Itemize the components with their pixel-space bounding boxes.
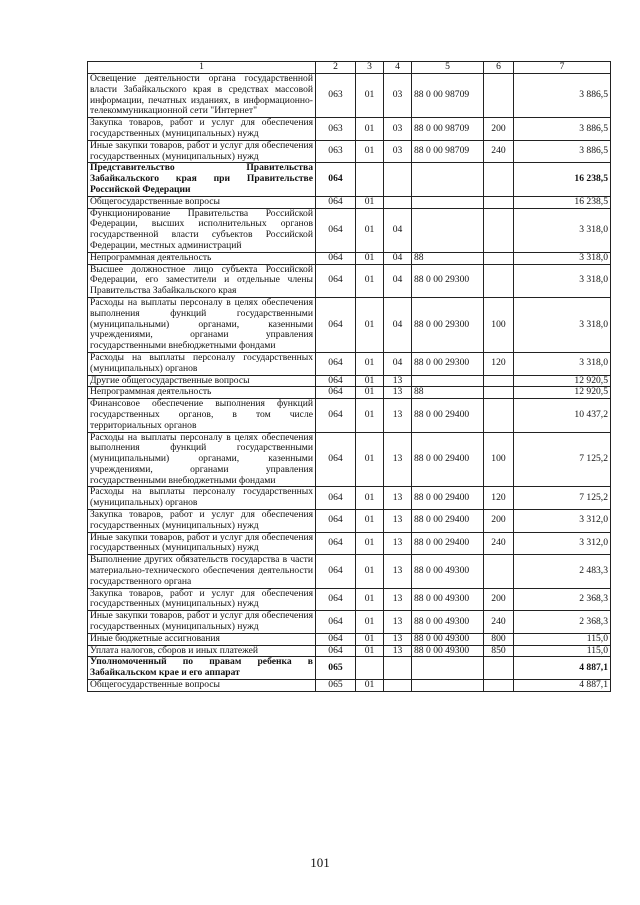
grbs-code-cell: 064	[316, 387, 356, 399]
section-code-cell: 01	[356, 510, 384, 533]
section-code-cell: 01	[356, 633, 384, 645]
section-code-cell: 01	[356, 352, 384, 375]
expense-type-cell	[484, 680, 514, 692]
target-article-cell: 88 0 00 49300	[412, 555, 484, 588]
target-article-cell: 88 0 00 29400	[412, 510, 484, 533]
table-row	[88, 657, 611, 680]
row-name-cell: Представительство Правительства Забайкальского края при Правительстве Российской Федерации	[88, 163, 316, 196]
section-code-cell: 01	[356, 252, 384, 264]
subsection-code-cell: 13	[384, 375, 412, 387]
subsection-code-cell	[384, 680, 412, 692]
row-name-cell: Освещение деятельности органа государственной власти Забайкальского края в средствах массовой информации, печатных изданиях, в информационно-телекоммуникационной сети "Интернет"	[88, 74, 316, 118]
section-code-cell	[356, 657, 384, 680]
table-row	[88, 252, 611, 264]
table-row	[88, 264, 611, 297]
grbs-code-cell: 064	[316, 352, 356, 375]
subsection-code-cell: 04	[384, 252, 412, 264]
grbs-code-cell: 064	[316, 588, 356, 611]
section-code-cell: 01	[356, 74, 384, 118]
expense-type-cell	[484, 74, 514, 118]
subsection-code-cell: 13	[384, 487, 412, 510]
row-name-cell: Функционирование Правительства Российской Федерации, высших исполнительных органов государственной власти субъектов Российской Федерации, местных администраций	[88, 208, 316, 252]
grbs-code-cell: 064	[316, 555, 356, 588]
amount-cell: 3 318,0	[514, 208, 611, 252]
subsection-code-cell: 13	[384, 399, 412, 432]
table-row	[88, 645, 611, 657]
grbs-code-cell: 064	[316, 487, 356, 510]
table-body	[88, 74, 611, 692]
header-cell: 6	[484, 62, 514, 74]
expense-type-cell: 200	[484, 118, 514, 141]
subsection-code-cell: 03	[384, 74, 412, 118]
expense-type-cell: 240	[484, 140, 514, 163]
target-article-cell	[412, 375, 484, 387]
row-name-cell: Финансовое обеспечение выполнения функций государственных органов, в том числе территориальных органов	[88, 399, 316, 432]
table-row	[88, 510, 611, 533]
table-row	[88, 532, 611, 555]
row-name-cell: Расходы на выплаты персоналу в целях обеспечения выполнения функций государственными (муниципальными) органами, казенными учреждениями, органами управления государственными внебюджетными фондами	[88, 432, 316, 487]
row-name-cell: Общегосударственные вопросы	[88, 680, 316, 692]
header-cell: 5	[412, 62, 484, 74]
subsection-code-cell: 03	[384, 118, 412, 141]
table-row	[88, 611, 611, 634]
grbs-code-cell: 063	[316, 118, 356, 141]
row-name-cell: Общегосударственные вопросы	[88, 196, 316, 208]
table-row	[88, 352, 611, 375]
target-article-cell: 88 0 00 98709	[412, 74, 484, 118]
expense-type-cell: 120	[484, 487, 514, 510]
table-row	[88, 487, 611, 510]
grbs-code-cell: 064	[316, 163, 356, 196]
grbs-code-cell: 064	[316, 196, 356, 208]
table-row	[88, 633, 611, 645]
row-name-cell: Иные бюджетные ассигнования	[88, 633, 316, 645]
subsection-code-cell: 13	[384, 510, 412, 533]
grbs-code-cell: 064	[316, 432, 356, 487]
target-article-cell: 88	[412, 252, 484, 264]
section-code-cell: 01	[356, 399, 384, 432]
subsection-code-cell: 13	[384, 555, 412, 588]
subsection-code-cell: 04	[384, 297, 412, 352]
table-row	[88, 118, 611, 141]
table-row	[88, 399, 611, 432]
table-row	[88, 208, 611, 252]
amount-cell: 16 238,5	[514, 163, 611, 196]
amount-cell: 3 318,0	[514, 352, 611, 375]
section-code-cell: 01	[356, 555, 384, 588]
grbs-code-cell: 063	[316, 140, 356, 163]
grbs-code-cell: 064	[316, 510, 356, 533]
expense-type-cell	[484, 163, 514, 196]
row-name-cell: Высшее должностное лицо субъекта Российской Федерации, его заместители и отдельные члены Правительства Забайкальского края	[88, 264, 316, 297]
grbs-code-cell: 065	[316, 657, 356, 680]
expense-type-cell	[484, 555, 514, 588]
section-code-cell: 01	[356, 487, 384, 510]
section-code-cell: 01	[356, 196, 384, 208]
grbs-code-cell: 064	[316, 645, 356, 657]
grbs-code-cell: 064	[316, 633, 356, 645]
subsection-code-cell	[384, 196, 412, 208]
target-article-cell: 88 0 00 49300	[412, 633, 484, 645]
expense-type-cell	[484, 387, 514, 399]
table-row	[88, 375, 611, 387]
grbs-code-cell: 064	[316, 399, 356, 432]
row-name-cell: Закупка товаров, работ и услуг для обеспечения государственных (муниципальных) нужд	[88, 118, 316, 141]
expense-type-cell	[484, 208, 514, 252]
expense-type-cell: 240	[484, 611, 514, 634]
target-article-cell: 88 0 00 29300	[412, 297, 484, 352]
subsection-code-cell: 13	[384, 645, 412, 657]
section-code-cell: 01	[356, 264, 384, 297]
header-cell: 1	[88, 62, 316, 74]
amount-cell: 7 125,2	[514, 487, 611, 510]
subsection-code-cell: 13	[384, 633, 412, 645]
amount-cell: 2 368,3	[514, 611, 611, 634]
section-code-cell: 01	[356, 611, 384, 634]
row-name-cell: Расходы на выплаты персоналу государственных (муниципальных) органов	[88, 487, 316, 510]
table-row	[88, 432, 611, 487]
subsection-code-cell: 13	[384, 588, 412, 611]
amount-cell: 3 318,0	[514, 297, 611, 352]
target-article-cell: 88 0 00 98709	[412, 118, 484, 141]
grbs-code-cell: 064	[316, 264, 356, 297]
header-cell: 2	[316, 62, 356, 74]
target-article-cell	[412, 680, 484, 692]
table-header	[88, 62, 611, 74]
target-article-cell: 88 0 00 29400	[412, 399, 484, 432]
table-row	[88, 140, 611, 163]
row-name-cell: Непрограммная деятельность	[88, 252, 316, 264]
expense-type-cell	[484, 375, 514, 387]
grbs-code-cell: 064	[316, 375, 356, 387]
row-name-cell: Закупка товаров, работ и услуг для обеспечения государственных (муниципальных) нужд	[88, 510, 316, 533]
amount-cell: 10 437,2	[514, 399, 611, 432]
amount-cell: 3 318,0	[514, 264, 611, 297]
amount-cell: 4 887,1	[514, 657, 611, 680]
table-row	[88, 297, 611, 352]
budget-table	[87, 61, 611, 692]
section-code-cell: 01	[356, 588, 384, 611]
target-article-cell: 88 0 00 29400	[412, 432, 484, 487]
row-name-cell: Закупка товаров, работ и услуг для обеспечения государственных (муниципальных) нужд	[88, 588, 316, 611]
subsection-code-cell: 04	[384, 352, 412, 375]
expense-type-cell	[484, 264, 514, 297]
expense-type-cell	[484, 252, 514, 264]
section-code-cell: 01	[356, 208, 384, 252]
table-row	[88, 588, 611, 611]
amount-cell: 7 125,2	[514, 432, 611, 487]
expense-type-cell	[484, 399, 514, 432]
amount-cell: 12 920,5	[514, 387, 611, 399]
section-code-cell: 01	[356, 645, 384, 657]
target-article-cell: 88 0 00 98709	[412, 140, 484, 163]
subsection-code-cell: 04	[384, 264, 412, 297]
amount-cell: 3 886,5	[514, 74, 611, 118]
target-article-cell: 88 0 00 29400	[412, 487, 484, 510]
table-row	[88, 74, 611, 118]
row-name-cell: Иные закупки товаров, работ и услуг для обеспечения государственных (муниципальных) нужд	[88, 532, 316, 555]
target-article-cell	[412, 163, 484, 196]
table-row	[88, 680, 611, 692]
subsection-code-cell	[384, 163, 412, 196]
subsection-code-cell: 04	[384, 208, 412, 252]
expense-type-cell: 100	[484, 432, 514, 487]
amount-cell: 3 312,0	[514, 532, 611, 555]
expense-type-cell	[484, 657, 514, 680]
grbs-code-cell: 064	[316, 297, 356, 352]
amount-cell: 3 312,0	[514, 510, 611, 533]
row-name-cell: Другие общегосударственные вопросы	[88, 375, 316, 387]
row-name-cell: Уплата налогов, сборов и иных платежей	[88, 645, 316, 657]
amount-cell: 3 886,5	[514, 140, 611, 163]
amount-cell: 115,0	[514, 633, 611, 645]
expense-type-cell: 800	[484, 633, 514, 645]
row-name-cell: Выполнение других обязательств государства в части материально-технического обеспечения деятельности государственного органа	[88, 555, 316, 588]
target-article-cell: 88	[412, 387, 484, 399]
amount-cell: 3 886,5	[514, 118, 611, 141]
header-cell: 3	[356, 62, 384, 74]
header-row	[88, 62, 611, 74]
header-cell: 7	[514, 62, 611, 74]
grbs-code-cell: 065	[316, 680, 356, 692]
subsection-code-cell: 03	[384, 140, 412, 163]
subsection-code-cell: 13	[384, 387, 412, 399]
grbs-code-cell: 064	[316, 532, 356, 555]
expense-type-cell: 200	[484, 510, 514, 533]
expense-type-cell	[484, 196, 514, 208]
section-code-cell: 01	[356, 532, 384, 555]
amount-cell: 16 238,5	[514, 196, 611, 208]
header-cell: 4	[384, 62, 412, 74]
expense-type-cell: 120	[484, 352, 514, 375]
grbs-code-cell: 063	[316, 74, 356, 118]
row-name-cell: Расходы на выплаты персоналу в целях обеспечения выполнения функций государственными (муниципальными) органами, казенными учреждениями, органами управления государственными внебюджетными фондами	[88, 297, 316, 352]
target-article-cell: 88 0 00 49300	[412, 588, 484, 611]
subsection-code-cell	[384, 657, 412, 680]
section-code-cell: 01	[356, 680, 384, 692]
target-article-cell	[412, 208, 484, 252]
row-name-cell: Непрограммная деятельность	[88, 387, 316, 399]
grbs-code-cell: 064	[316, 611, 356, 634]
section-code-cell: 01	[356, 140, 384, 163]
section-code-cell: 01	[356, 297, 384, 352]
expense-type-cell: 850	[484, 645, 514, 657]
target-article-cell: 88 0 00 29400	[412, 532, 484, 555]
amount-cell: 2 368,3	[514, 588, 611, 611]
section-code-cell: 01	[356, 387, 384, 399]
row-name-cell: Расходы на выплаты персоналу государственных (муниципальных) органов	[88, 352, 316, 375]
amount-cell: 4 887,1	[514, 680, 611, 692]
table-row	[88, 555, 611, 588]
table-row	[88, 387, 611, 399]
amount-cell: 2 483,3	[514, 555, 611, 588]
subsection-code-cell: 13	[384, 611, 412, 634]
amount-cell: 12 920,5	[514, 375, 611, 387]
target-article-cell: 88 0 00 29300	[412, 264, 484, 297]
subsection-code-cell: 13	[384, 432, 412, 487]
target-article-cell	[412, 196, 484, 208]
table-row	[88, 163, 611, 196]
table-row	[88, 196, 611, 208]
row-name-cell: Уполномоченный по правам ребенка в Забайкальском крае и его аппарат	[88, 657, 316, 680]
grbs-code-cell: 064	[316, 208, 356, 252]
expense-type-cell: 240	[484, 532, 514, 555]
expense-type-cell: 100	[484, 297, 514, 352]
amount-cell: 3 318,0	[514, 252, 611, 264]
target-article-cell: 88 0 00 29300	[412, 352, 484, 375]
subsection-code-cell: 13	[384, 532, 412, 555]
expense-type-cell: 200	[484, 588, 514, 611]
target-article-cell: 88 0 00 49300	[412, 645, 484, 657]
page-number: 101	[310, 855, 330, 870]
row-name-cell: Иные закупки товаров, работ и услуг для обеспечения государственных (муниципальных) нужд	[88, 140, 316, 163]
row-name-cell: Иные закупки товаров, работ и услуг для обеспечения государственных (муниципальных) нужд	[88, 611, 316, 634]
section-code-cell: 01	[356, 375, 384, 387]
section-code-cell: 01	[356, 118, 384, 141]
amount-cell: 115,0	[514, 645, 611, 657]
target-article-cell: 88 0 00 49300	[412, 611, 484, 634]
grbs-code-cell: 064	[316, 252, 356, 264]
section-code-cell	[356, 163, 384, 196]
target-article-cell	[412, 657, 484, 680]
section-code-cell: 01	[356, 432, 384, 487]
